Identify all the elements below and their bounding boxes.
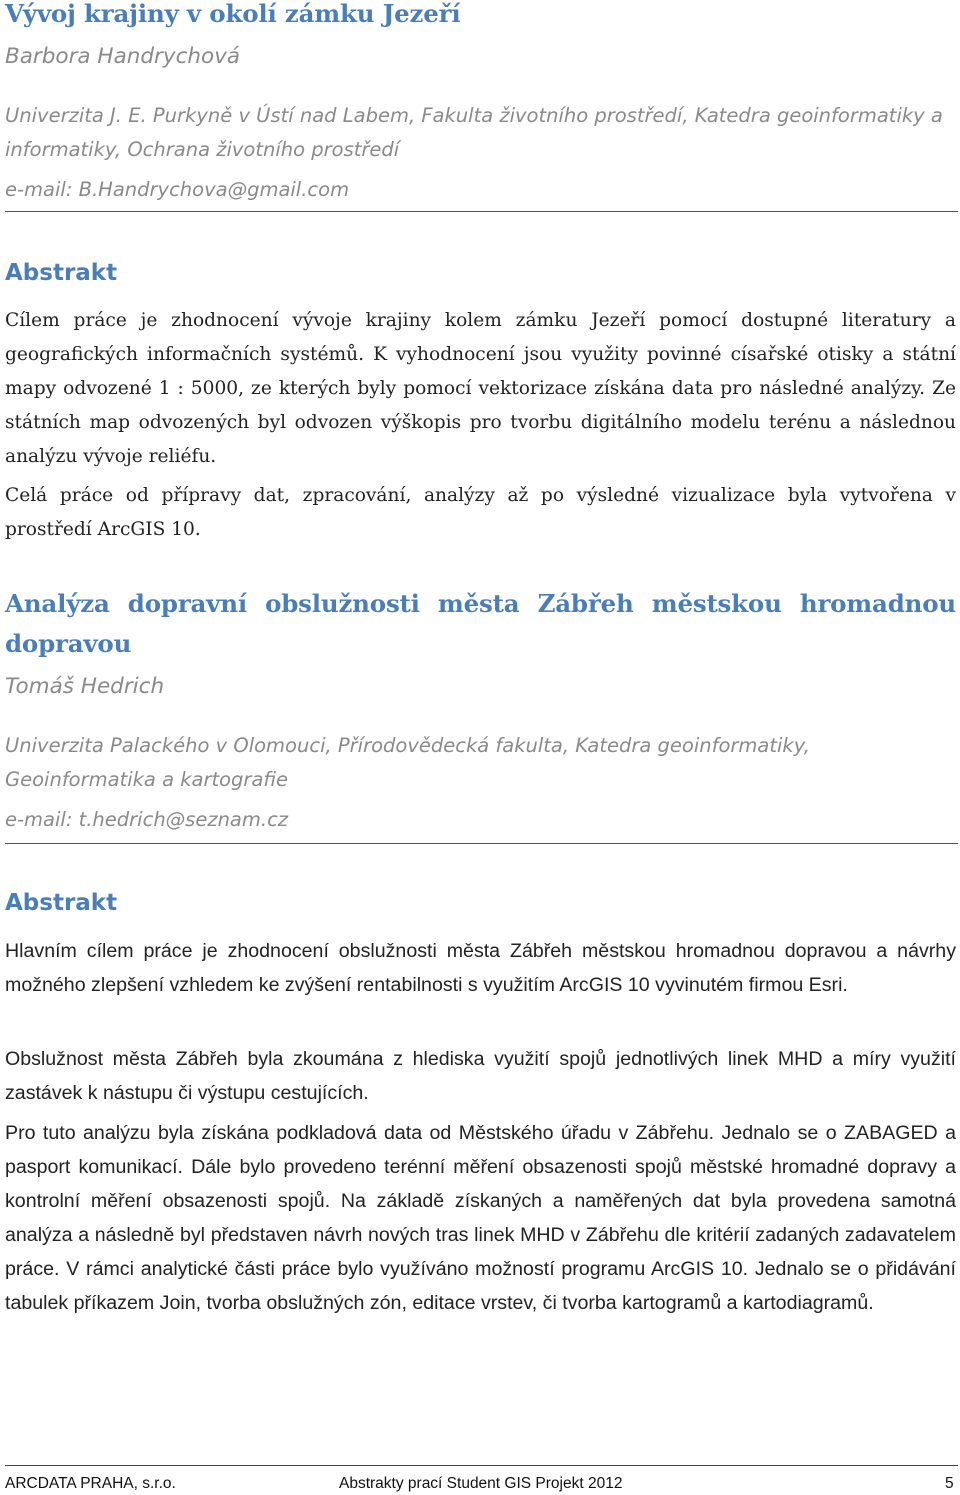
article-2-title: Analýza dopravní obslužnosti města Zábřeh městskou hromadnou dopravou [5, 589, 956, 658]
article-2-divider [5, 843, 958, 844]
article-1-paragraph-1: Cílem práce je zhodnocení vývoje krajiny kolem zámku Jezeří pomocí dostupné literatury a geografických informačních systémů. K vyhodnocení jsou využity povinné císařské otisky a státní mapy odvozené 1 : 5000, ze kterých byly pomocí vektorizace získána data pro následné analýzy. Ze státních map odvozených byl odvozen výškopis pro tvorbu digitálního modelu terénu a následnou analýzu vývoje reliéfu. [5, 310, 956, 467]
article-2-email: e-mail: t.hedrich@seznam.cz [5, 808, 289, 831]
article-1-author: Barbora Handrychová [5, 44, 241, 69]
article-2-affiliation: Univerzita Palackého v Olomouci, Přírodovědecká fakulta, Katedra geoinformatiky, Geoinformatika a kartografie [5, 734, 810, 791]
article-2-abstract-heading: Abstrakt [5, 890, 118, 916]
article-2-author: Tomáš Hedrich [5, 674, 165, 699]
article-1-affiliation: Univerzita J. E. Purkyně v Ústí nad Labem, Fakulta životního prostředí, Katedra geoinformatiky a informatiky, Ochrana životního prostředí [5, 104, 943, 161]
article-2-paragraph-3: Pro tuto analýzu byla získána podkladová data od Městského úřadu v Zábřehu. Jednalo se o ZABAGED a pasport komunikací. Dále bylo provedeno terénní měření obsazenosti spojů městské hromadné dopravy a kontrolní měření obsazenosti spojů. Na základě získaných a naměřených dat byla provedena samotná analýza a následně byl představen návrh nových tras linek MHD v Zábřehu dle kritérií zadaných zadavatelem práce. V rámci analytické části práce bylo využíváno možností programu ArcGIS 10. Jednalo se o přidávání tabulek příkazem Join, tvorba obslužných zón, editace vrstev, či tvorba kartogramů a kartodiagramů. [5, 1122, 956, 1314]
article-1-email: e-mail: B.Handrychova@gmail.com [5, 178, 350, 201]
footer-publication: Abstrakty prací Student GIS Projekt 2012 [339, 1475, 623, 1492]
footer-publisher: ARCDATA PRAHA, s.r.o. [5, 1475, 176, 1492]
article-1-title: Vývoj krajiny v okolí zámku Jezeří [5, 0, 461, 28]
article-1-divider [5, 211, 958, 212]
footer-page-number: 5 [945, 1475, 954, 1492]
article-2-paragraph-1: Hlavním cílem práce je zhodnocení obslužnosti města Zábřeh městskou hromadnou dopravou a návrhy možného zlepšení vzhledem ke zvýšení rentabilnosti s využitím ArcGIS 10 vyvinutém firmou Esri. [5, 940, 956, 996]
article-2-paragraph-2: Obslužnost města Zábřeh byla zkoumána z hlediska využití spojů jednotlivých linek MHD a míry využití zastávek k nástupu či výstupu cestujících. [5, 1048, 956, 1104]
article-1-paragraph-2: Celá práce od přípravy dat, zpracování, analýzy až po výsledné vizualizace byla vytvořena v prostředí ArcGIS 10. [5, 485, 956, 540]
article-1-abstract-heading: Abstrakt [5, 260, 118, 286]
footer-divider [5, 1465, 958, 1466]
